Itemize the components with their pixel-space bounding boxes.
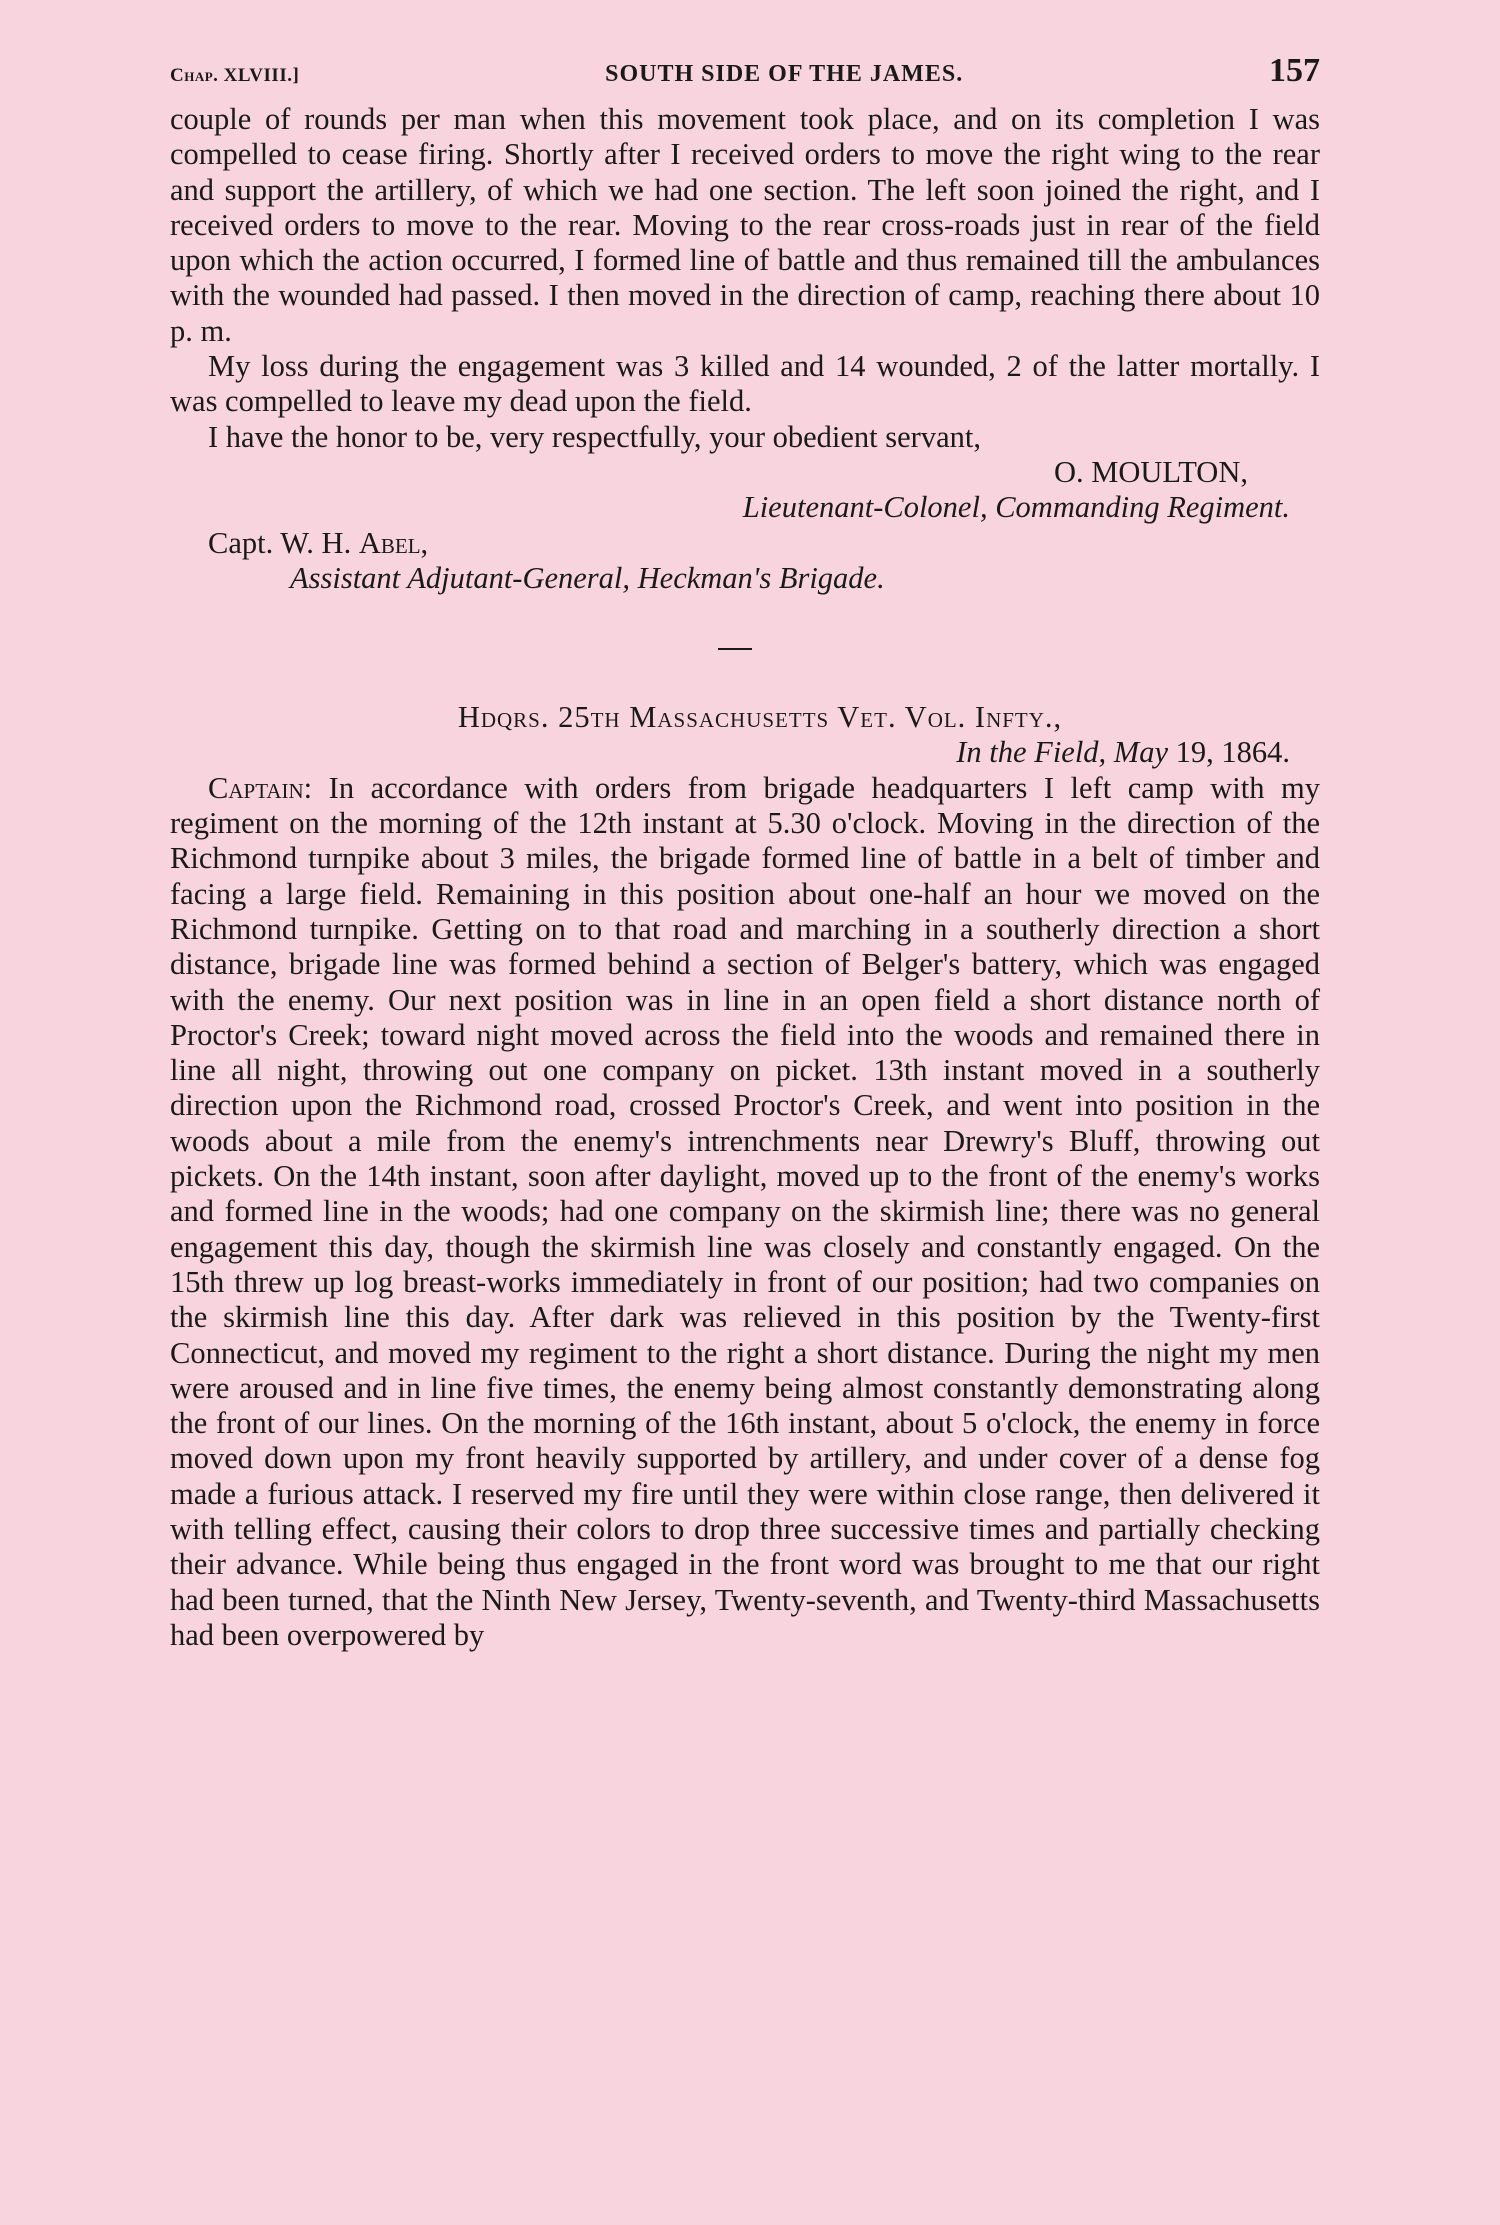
- report-body-text: In accordance with orders from brigade headquarters I left camp with my regiment on the morning of the 12th instant at 5.30 o'clock. Moving in the direction of the Richmond turnpike about 3 miles, the brigade formed line of battle in a belt of timber and facing a large field. Remaining in this position about one-half an hour we moved on the Richmond turnpike. Getting on to that road and marching in a southerly direction a short distance, brigade line was formed behind a section of Belger's battery, which was engaged with the enemy. Our next position was in line in an open field a short distance north of Proctor's Creek; toward night moved across the field into the woods and remained there in line all night, throwing out one company on picket. 13th instant moved in a southerly direction upon the Richmond road, crossed Proctor's Creek, and went into position in the woods about a mile from the enemy's intrenchments near Drewry's Bluff, throwing out pickets. On the 14th instant, soon after daylight, moved up to the front of the enemy's works and formed line in the woods; had one company on the skirmish line; there was no general engagement this day, though the skirmish line was closely and constantly engaged. On the 15th threw up log breast-works immediately in front of our position; had two companies on the skirmish line this day. After dark was relieved in this position by the Twenty-first Connecticut, and moved my regiment to the right a short distance. During the night my men were aroused and in line five times, the enemy being almost constantly demonstrating along the front of our lines. On the morning of the 16th instant, about 5 o'clock, the enemy in force moved down upon my front heavily supported by artillery, and under cover of a dense fog made a furious attack. I reserved my fire until they were within close range, then delivered it with telling effect, causing their colors to drop three successive times and partially checking their advance. While being thus engaged in the front word was brought to me that our right had been turned, that the Ninth New Jersey, Twenty-seventh, and Twenty-third Massachusetts had been overpowered by: [170, 770, 1321, 1652]
- document-page: [170, 52, 1320, 1653]
- report-paragraph: couple of rounds per man when this movement took place, and on its completion I was compelled to cease firing. Shortly after I received orders to move the right wing to the rear and support the artillery, of which we had one section. The left soon joined the right, and I received orders to move to the rear. Moving to the rear cross-roads just in rear of the field upon which the action occurred, I formed line of battle and thus remained till the ambulances with the wounded had passed. I then moved in the direction of camp, reaching there about 10 p. m.: [170, 102, 1320, 348]
- addressee-surname: Abel,: [358, 525, 429, 560]
- report-body: [170, 771, 1320, 1653]
- addressee-name: [170, 526, 1320, 561]
- closing-line: I have the honor to be, very respectfully, your obedient servant,: [208, 419, 981, 454]
- report-dateline: [170, 735, 1320, 770]
- dateline-place: In the Field, May: [956, 735, 1168, 770]
- addressee-name-prefix: Capt. W. H.: [208, 525, 359, 560]
- report-moulton: [170, 102, 1320, 596]
- addressee-title: Assistant Adjutant-General, Heckman's Brigade.: [290, 560, 885, 595]
- report-heading: Hdqrs. 25th Massachusetts Vet. Vol. Infty.,: [457, 700, 1063, 735]
- salutation: Captain:: [208, 770, 313, 805]
- signer-name: O. MOULTON,: [1053, 454, 1248, 489]
- report-25th-massachusetts: [170, 700, 1320, 1653]
- page-number: 157: [1269, 52, 1320, 89]
- section-title: SOUTH SIDE OF THE JAMES.: [605, 61, 964, 87]
- running-head: [170, 52, 1320, 102]
- section-divider: [718, 648, 752, 650]
- signer-title: Lieutenant-Colonel, Commanding Regiment.: [742, 490, 1290, 525]
- chapter-label: Chap. XLVIII.]: [170, 65, 300, 86]
- report-paragraph: My loss during the engagement was 3 killed and 14 wounded, 2 of the latter mortally. I was compelled to leave my dead upon the field.: [170, 349, 1320, 419]
- dateline-date: 19, 1864.: [1175, 735, 1290, 770]
